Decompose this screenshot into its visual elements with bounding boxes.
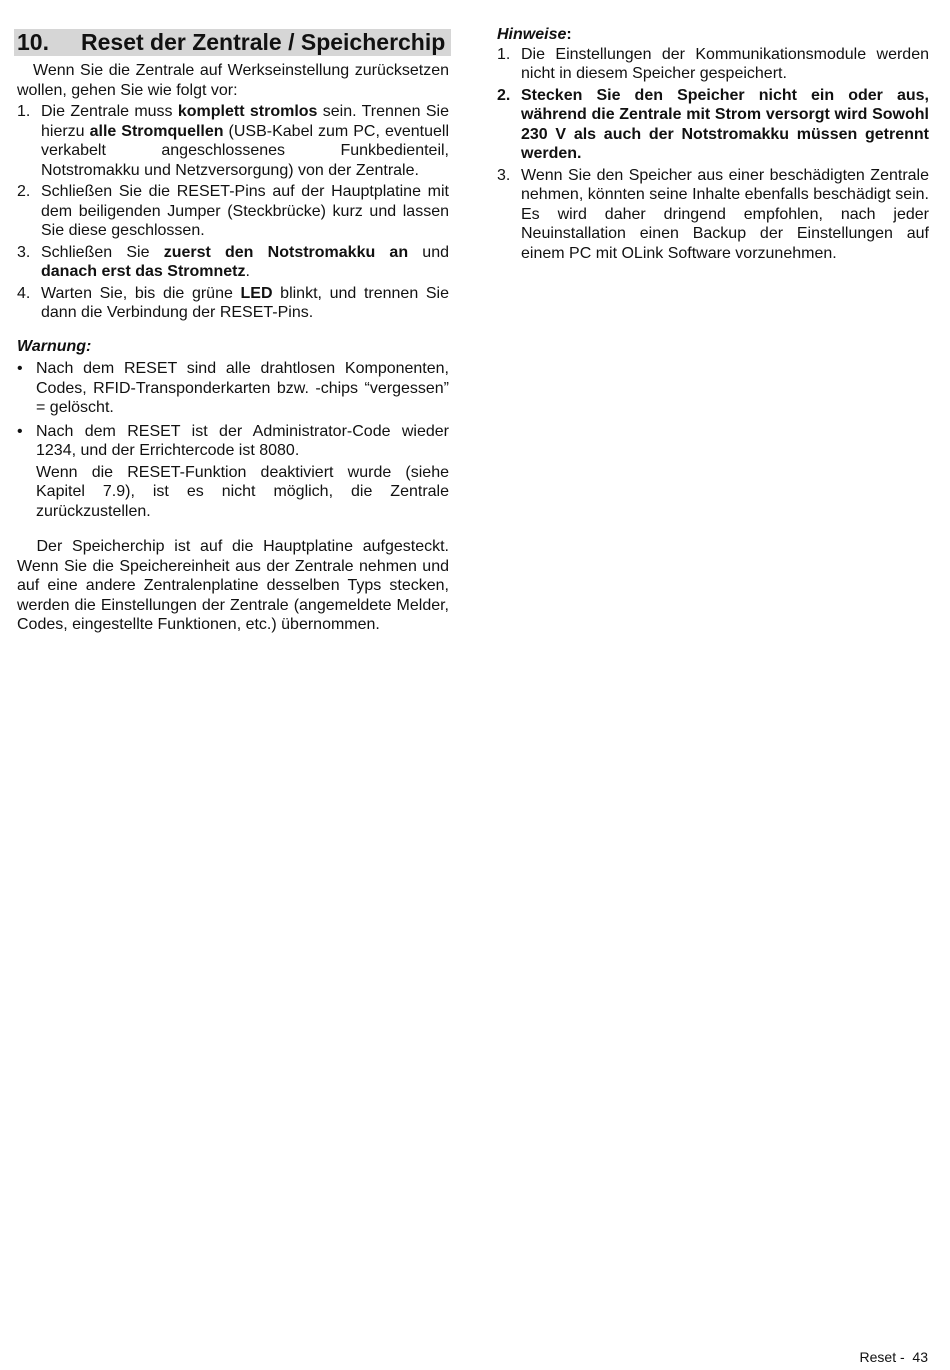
right-column xyxy=(497,25,929,265)
reset-step xyxy=(17,102,449,180)
step-text: Schließen Sie die RESET-Pins auf der Hauptplatine mit dem beiligenden Jumper (Steckbrücke) kurz und lassen Sie diese geschlossen. xyxy=(41,183,449,239)
step-number: 3. xyxy=(17,243,31,261)
note-text: Stecken Sie den Speicher nicht ein oder aus, während die Zentrale mit Strom versorgt wird Sowohl 230 V als auch der Notstromakku müssen getrennt werden. xyxy=(521,86,929,162)
page-footer xyxy=(860,1348,928,1366)
note-number: 1. xyxy=(497,45,511,63)
page-number: 43 xyxy=(912,1349,928,1365)
warning-extra-text: Wenn die RESET-Funktion deaktiviert wurde (siehe Kapitel 7.9), ist es nicht möglich, die Zentrale zurückzustellen. xyxy=(36,463,449,520)
note-text: Die Einstellungen der Kommunikationsmodule werden nicht in diesem Speicher gespeichert. xyxy=(521,45,929,82)
note-item xyxy=(497,45,929,84)
warning-item xyxy=(17,422,449,522)
notes-title: Hinweise: xyxy=(497,26,572,43)
notes-list xyxy=(497,45,929,264)
section-heading xyxy=(14,29,451,56)
note-number: 3. xyxy=(497,166,511,184)
warning-text: Nach dem RESET sind alle drahtlosen Komponenten, Codes, RFID-Transponderkarten bzw. -chips “vergessen” = gelöscht. xyxy=(36,360,449,416)
warning-item xyxy=(17,359,449,418)
step-number: 1. xyxy=(17,103,31,120)
step-number: 4. xyxy=(17,284,31,302)
step-number: 2. xyxy=(17,183,31,200)
reset-step xyxy=(17,182,449,241)
note-item xyxy=(497,86,929,164)
footer-section-label: Reset - xyxy=(859,1349,905,1365)
note-number: 2. xyxy=(497,86,511,104)
chip-paragraph: Der Speicherchip ist auf die Hauptplatine aufgesteckt. Wenn Sie die Speichereinheit aus der Zentrale nehmen und auf eine andere Zentralenplatine desselben Typs stecken, werden die Einstellungen der Zentrale (angemeldete Melder, Codes, eingestellte Funktionen, etc.) übernommen. xyxy=(17,538,449,633)
left-column xyxy=(17,61,449,635)
step-text: Warten Sie, bis die grüne LED blinkt, und trennen Sie dann die Verbindung der RESET-Pins. xyxy=(41,284,449,321)
intro-paragraph: Wenn Sie die Zentrale auf Werkseinstellung zurücksetzen wollen, gehen Sie wie folgt vor: xyxy=(17,62,449,99)
bullet-icon: • xyxy=(17,422,23,440)
section-title: Reset der Zentrale / Speicherchip xyxy=(81,29,446,55)
warning-text: Nach dem RESET ist der Administrator-Code wieder 1234, und der Errichtercode ist 8080. xyxy=(36,422,449,459)
section-number: 10. xyxy=(17,29,49,55)
reset-steps-list xyxy=(17,102,449,323)
bullet-icon: • xyxy=(17,360,23,377)
step-text: Schließen Sie zuerst den Notstromakku an und danach erst das Stromnetz. xyxy=(41,243,450,280)
reset-step xyxy=(17,243,449,282)
step-text: Die Zentrale muss komplett stromlos sein. Trennen Sie hierzu alle Stromquellen (USB-Kabel zum PC, eventuell verkabelt angeschlossenes Funkbedienteil, Notstromakku und Netzversorgung) von der Zentrale. xyxy=(41,103,450,179)
warning-title: Warnung: xyxy=(17,337,92,355)
note-item xyxy=(497,166,929,264)
reset-step xyxy=(17,284,449,323)
note-text: Wenn Sie den Speicher aus einer beschädigten Zentrale nehmen, könnten seine Inhalte ebenfalls beschädigt sein. Es wird daher dringend empfohlen, nach jeder Neuinstallation einen Backup der Einstellungen auf einem PC mit OLink Software vorzunehmen. xyxy=(521,166,929,262)
warning-list xyxy=(17,359,449,521)
